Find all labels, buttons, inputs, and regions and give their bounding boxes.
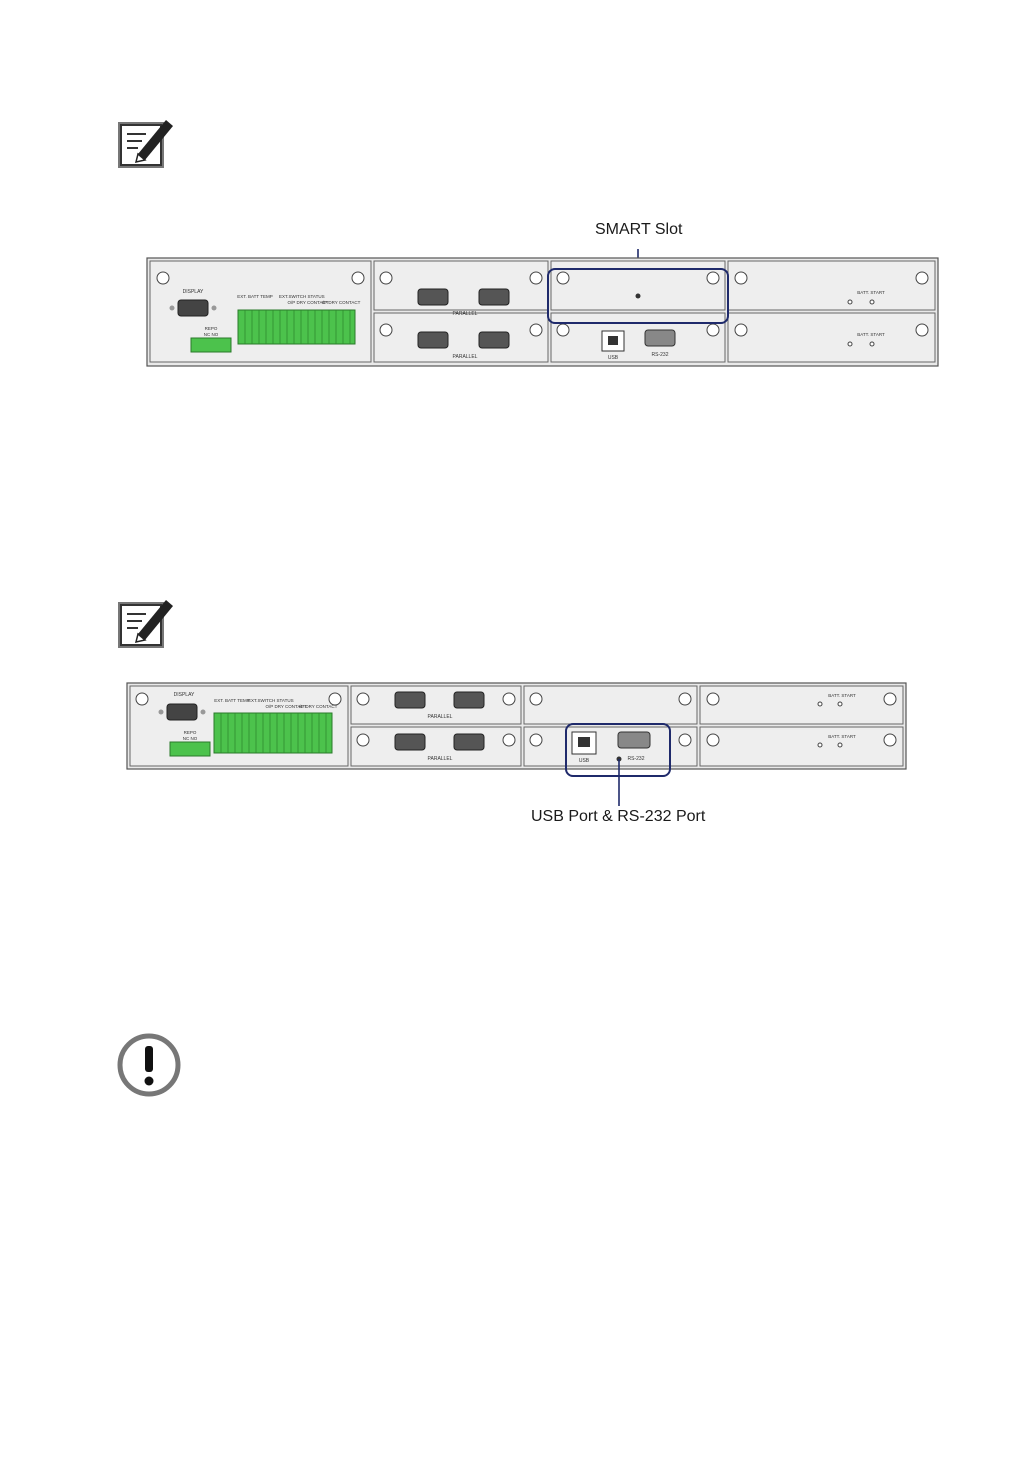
usb-rs232-callout: USB Port & RS-232 Port <box>531 808 706 825</box>
ext-switch-status-label: EXT.SWITCH STATUS <box>248 698 294 703</box>
repo-terminal <box>191 338 231 352</box>
repo-label: REPO <box>183 730 197 735</box>
rs232-label: RS-232 <box>627 756 645 762</box>
batt-start-label-2: BATT. START <box>828 734 856 739</box>
display-label: DISPLAY <box>182 289 204 295</box>
usb-label: USB <box>607 355 619 361</box>
ext-switch-status-label: EXT.SWITCH STATUS <box>279 294 325 299</box>
rs232-port <box>618 732 650 748</box>
ip-dry-contact-label: I/P DRY CONTACT <box>321 300 361 305</box>
batt-start-label-1: BATT. START <box>857 290 885 295</box>
note-pencil-icon <box>116 114 176 170</box>
ups-rear-panel-figure-2 <box>126 682 908 806</box>
ip-dry-contact-label: I/P DRY CONTACT <box>298 704 338 709</box>
batt-start-label-2: BATT. START <box>857 332 885 337</box>
display-label: DISPLAY <box>173 692 195 698</box>
parallel-label-1: PARALLEL <box>427 714 453 720</box>
exclamation-circle-icon <box>116 1032 182 1098</box>
op-dry-contact-label: O/P DRY CONTACT <box>287 300 329 305</box>
smart-slot-callout: SMART Slot <box>595 221 683 238</box>
nc-no-label: NC NO <box>203 332 219 337</box>
nc-no-label: NC NO <box>182 736 198 741</box>
parallel-label-2: PARALLEL <box>452 354 478 360</box>
parallel-label-2: PARALLEL <box>427 756 453 762</box>
rs232-label: RS-232 <box>651 352 669 358</box>
note-pencil-icon <box>116 594 176 650</box>
batt-start-label-1: BATT. START <box>828 693 856 698</box>
parallel-label-1: PARALLEL <box>452 311 478 317</box>
op-dry-contact-label: O/P DRY CONTACT <box>265 704 307 709</box>
dry-contact-terminal-block <box>214 713 332 753</box>
usb-label: USB <box>578 758 590 764</box>
repo-label: REPO <box>204 326 218 331</box>
dry-contact-terminal-block <box>238 310 355 344</box>
rs232-port <box>645 330 675 346</box>
ext-batt-temp-label: EXT. BATT TEMP <box>237 294 273 299</box>
ext-batt-temp-label: EXT. BATT TEMP <box>214 698 250 703</box>
repo-terminal <box>170 742 210 756</box>
ups-rear-panel-figure-1 <box>145 244 940 370</box>
